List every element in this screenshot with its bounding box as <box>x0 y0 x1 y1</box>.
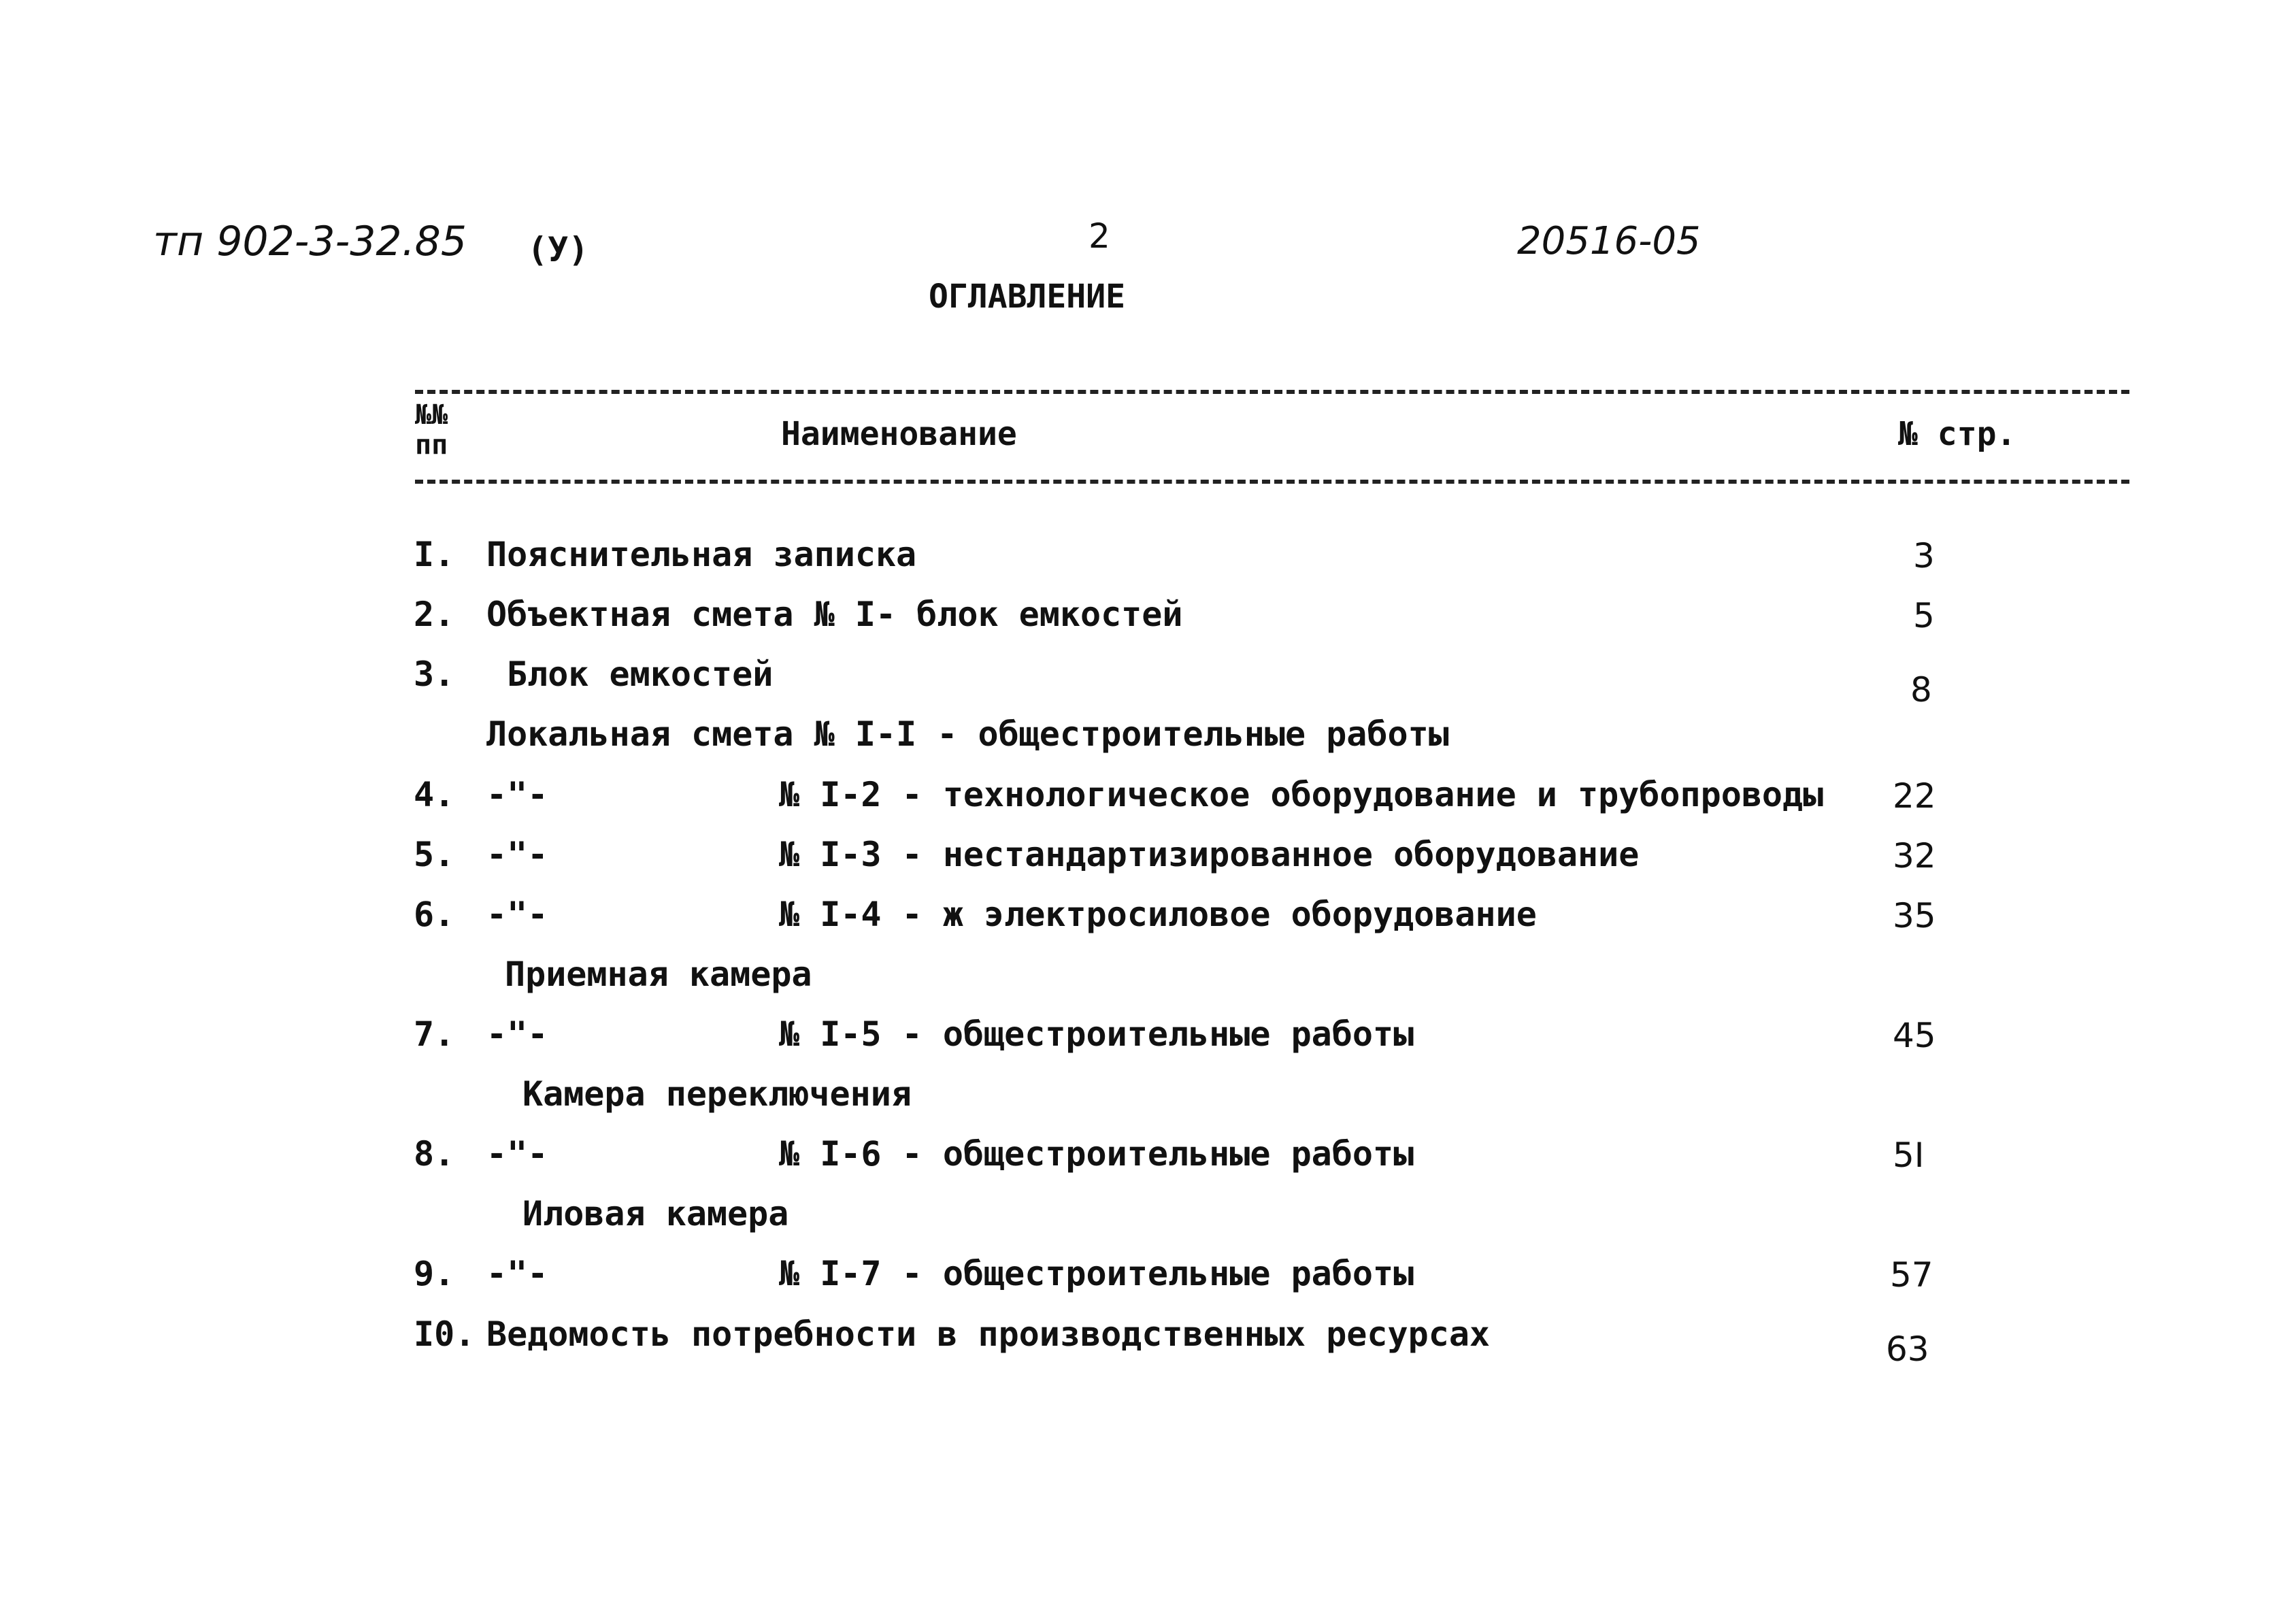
section-heading-priemnaya: Приемная камера <box>505 955 812 994</box>
row-6-number: 6. <box>414 895 455 934</box>
row-3-page: 8 <box>1910 670 1932 710</box>
album-code: 20516-05 <box>1517 219 1701 263</box>
row-8-ditto: -"- <box>486 1134 548 1174</box>
row-3-number: 3. <box>414 654 455 694</box>
row-6-page: 35 <box>1893 896 1936 935</box>
row-5-page: 32 <box>1893 836 1936 876</box>
column-number-header <box>415 400 448 460</box>
header-top-rule <box>415 390 2129 394</box>
document-code: тп 902-3-32.85 <box>153 218 467 265</box>
section-heading-ilovaya: Иловая камера <box>522 1194 789 1233</box>
section-heading-pereklyucheniya: Камера переключения <box>522 1074 912 1114</box>
row-4-page: 22 <box>1893 776 1936 816</box>
row-7-page: 45 <box>1893 1016 1936 1055</box>
header-bottom-rule <box>415 480 2129 484</box>
variant-mark: (У) <box>527 230 589 269</box>
row-2-page: 5 <box>1913 596 1935 635</box>
row-1-name: Пояснительная записка <box>486 535 917 574</box>
row-9-ditto: -"- <box>486 1254 548 1293</box>
row-4-name: № I-2 - технологическое оборудование и трубопроводы <box>779 775 1824 814</box>
row-2-number: 2. <box>414 595 455 634</box>
column-number-header-line2: пп <box>415 429 448 461</box>
row-10-number: I0. <box>414 1314 476 1354</box>
column-page-header: № стр. <box>1898 415 2016 453</box>
column-name-header: Наименование <box>781 415 1017 453</box>
row-6-ditto: -"- <box>486 895 548 934</box>
row-9-name: № I-7 - общестроительные работы <box>779 1254 1414 1293</box>
row-7-name: № I-5 - общестроительные работы <box>779 1014 1414 1054</box>
row-5-name: № I-3 - нестандартизированное оборудование <box>779 835 1640 874</box>
row-10-page: 63 <box>1886 1329 1929 1369</box>
row-3-subtitle: Локальная смета № I-I - общестроительные работы <box>486 714 1449 754</box>
row-8-number: 8. <box>414 1134 455 1174</box>
row-7-ditto: -"- <box>486 1014 548 1054</box>
row-3-name: Блок емкостей <box>507 654 774 694</box>
row-8-name: № I-6 - общестроительные работы <box>779 1134 1414 1174</box>
row-5-number: 5. <box>414 835 455 874</box>
row-9-page: 57 <box>1890 1255 1933 1295</box>
page-title: ОГЛАВЛЕНИЕ <box>929 278 1125 316</box>
row-9-number: 9. <box>414 1254 455 1293</box>
row-2-name: Объектная смета № I- блок емкостей <box>486 595 1183 634</box>
row-10-name: Ведомость потребности в производственных ресурсах <box>486 1314 1491 1354</box>
row-4-ditto: -"- <box>486 775 548 814</box>
row-8-page: 5I <box>1893 1136 1925 1175</box>
column-number-header-line1: №№ <box>415 399 448 431</box>
row-4-number: 4. <box>414 775 455 814</box>
page-number: 2 <box>1089 216 1110 256</box>
row-7-number: 7. <box>414 1014 455 1054</box>
row-1-page: 3 <box>1913 536 1935 576</box>
row-5-ditto: -"- <box>486 835 548 874</box>
row-1-number: I. <box>414 535 455 574</box>
row-6-name: № I-4 - ж электросиловое оборудование <box>779 895 1537 934</box>
